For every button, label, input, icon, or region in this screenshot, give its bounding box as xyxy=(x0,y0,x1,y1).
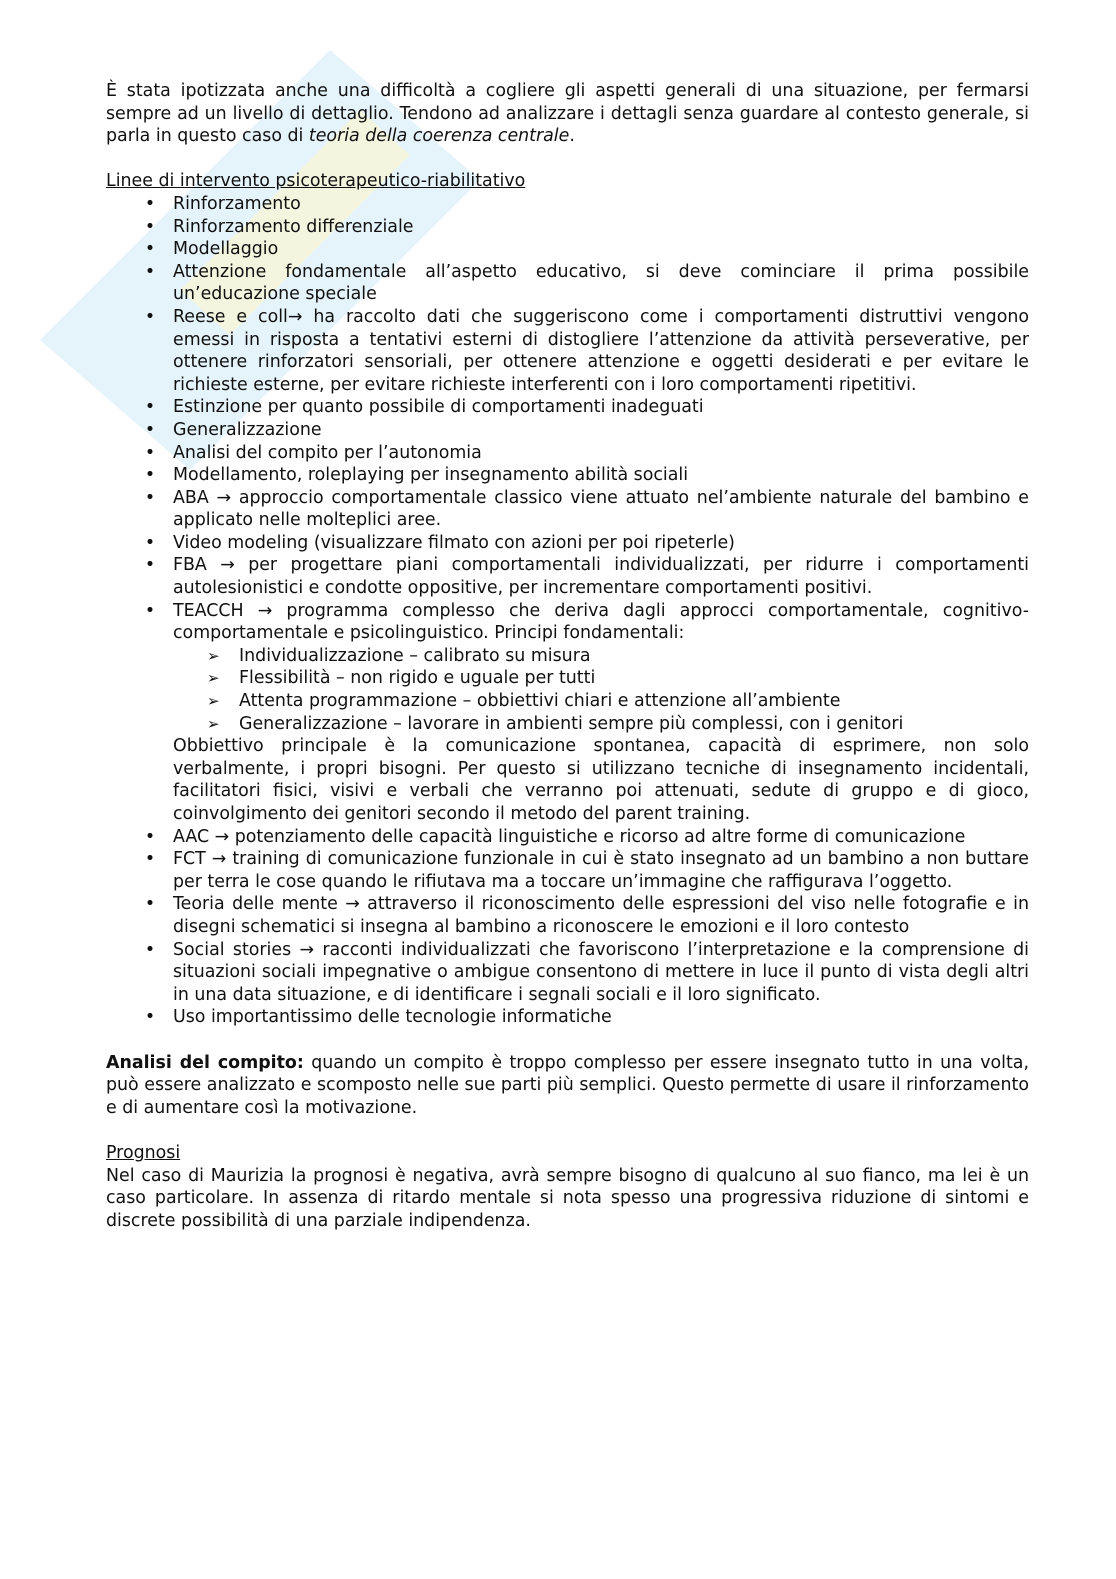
prognosis-paragraph: Nel caso di Maurizia la prognosi è negativa, avrà sempre bisogno di qualcuno al suo fianco, ma lei è un caso particolare. In assenza di ritardo mentale si nota spesso una progressiva riduzione di sintomi e discrete possibilità di una parziale indipendenza. xyxy=(106,1165,1029,1231)
teacch-item: • TEACCH → programma complesso che deriva dagli approcci comportamentale, cognitivo-comportamentale e psicolinguistico. Principi fondamentali: ➢ Individualizzazione – calibrato su misura ➢ Flessibilità – non rigido e uguale per tutti ➢ Attenta programmazione – obbiettivi chiari e attenzione all’ambiente ➢ Generalizzazione – lavorare in ambienti sempre più complessi, con i genitori Obbiettivo principale è la comunicazione spontanea, capacità di esprimere, non solo verbalmente, i propri bisogni. Per questo si utilizzano tecniche di insegnamento incidentali, facilitatori fisici, visivi e verbali che verranno poi attenuati, sedute di gruppo e di gioco, coinvolgimento dei genitori secondo il metodo del parent training. xyxy=(144,600,1029,824)
list-item: • Social stories → racconti individualizzati che favoriscono l’interpretazione e la comprensione di situazioni sociali impegnative o ambigue consentono di mettere in luce il punto di vista degli altri in una data situazione, e di identificare i segnali sociali e il loro significato. xyxy=(144,939,1029,1005)
principle-item: ➢ Generalizzazione – lavorare in ambienti sempre più complessi, con i genitori xyxy=(207,713,904,734)
principle-item: ➢ Flessibilità – non rigido e uguale per tutti xyxy=(207,668,596,689)
list-item: • Rinforzamento differenziale xyxy=(144,216,414,237)
list-item: • Generalizzazione xyxy=(144,419,322,440)
teacch-objective: Obbiettivo principale è la comunicazione spontanea, capacità di esprimere, non solo verbalmente, i propri bisogni. Per questo si utilizzano tecniche di insegnamento incidentali, facilitatori fisici, visivi e verbali che verranno poi attenuati, sedute di gruppo e di gioco, coinvolgimento dei genitori secondo il metodo del parent training. xyxy=(173,736,1029,824)
coherence-theory-term: teoria della coerenza centrale xyxy=(308,126,570,147)
list-item: • Analisi del compito per l’autonomia xyxy=(144,442,482,463)
list-item: • FBA → per progettare piani comportamentali individualizzati, per ridurre i comportamenti autolesionistici e condotte oppositive, per incrementare comportamenti positivi. xyxy=(144,555,1029,599)
list-item: • Video modeling (visualizzare filmato con azioni per poi ripeterle) xyxy=(144,532,735,553)
list-item: • AAC → potenziamento delle capacità linguistiche e ricorso ad altre forme di comunicazione xyxy=(144,826,966,847)
list-item: • Attenzione fondamentale all’aspetto educativo, si deve cominciare il prima possibile un’educazione speciale xyxy=(144,261,1029,305)
list-item: • Uso importantissimo delle tecnologie informatiche xyxy=(144,1007,612,1028)
list-item: • Modellaggio xyxy=(144,239,279,260)
arrow-icon: ➢ xyxy=(207,669,220,688)
arrow-icon: ➢ xyxy=(207,646,220,665)
principle-item: ➢ Individualizzazione – calibrato su misura xyxy=(207,645,591,666)
list-item: • ABA → approccio comportamentale classico viene attuato nel’ambiente naturale del bambino e applicato nelle molteplici aree. xyxy=(144,487,1029,531)
task-analysis-paragraph: Analisi del compito: quando un compito è troppo complesso per essere insegnato tutto in una volta, può essere analizzato e scomposto nelle sue parti più semplici. Questo permette di usare il rinforzamento e di aumentare così la motivazione. xyxy=(106,1052,1029,1118)
interventions-heading: Linee di intervento psicoterapeutico-riabilitativo xyxy=(106,171,526,192)
list-item: • Reese e coll→ ha raccolto dati che suggeriscono come i comportamenti distruttivi vengono emessi in risposta a tentativi esterni di distogliere l’attenzione da attività perseverative, per ottenere rinforzatori sensoriali, per ottenere attenzione e oggetti desiderati e per evitare le richieste esterne, per evitare richieste interferenti con i loro comportamenti ripetitivi. xyxy=(144,306,1029,395)
arrow-icon: ➢ xyxy=(207,714,220,733)
document-page xyxy=(106,80,1029,1232)
teacch-intro: TEACCH → programma complesso che deriva dagli approcci comportamentale, cognitivo-comportamentale e psicolinguistico. Principi fondamentali: xyxy=(173,600,1029,644)
list-item: • Teoria delle mente → attraverso il riconoscimento delle espressioni del viso nelle fotografie e in disegni schematici si insegna al bambino a riconoscere le emozioni e il loro contesto xyxy=(144,894,1029,937)
intro-paragraph: È stata ipotizzata anche una difficoltà a cogliere gli aspetti generali di una situazione, per fermarsi sempre ad un livello di dettaglio. Tendono ad analizzare i dettagli senza guardare al contesto generale, si parla in questo caso di teoria della coerenza centrale. xyxy=(106,81,1029,147)
principle-item: ➢ Attenta programmazione – obbiettivi chiari e attenzione all’ambiente xyxy=(207,691,841,712)
prognosis-heading: Prognosi xyxy=(106,1142,181,1163)
list-item: • FCT → training di comunicazione funzionale in cui è stato insegnato ad un bambino a non buttare per terra le cose quando le rifiutava ma a toccare un’immagine che raffigurava l’oggetto. xyxy=(144,849,1029,892)
list-item: • Estinzione per quanto possibile di comportamenti inadeguati xyxy=(144,397,704,418)
list-item: • Modellamento, roleplaying per insegnamento abilità sociali xyxy=(144,465,689,486)
teacch-principles xyxy=(173,645,1029,735)
arrow-icon: ➢ xyxy=(207,692,220,711)
interventions-list xyxy=(106,193,1029,1029)
task-analysis-label: Analisi del compito: xyxy=(106,1052,304,1073)
list-item: • Rinforzamento xyxy=(144,193,301,214)
